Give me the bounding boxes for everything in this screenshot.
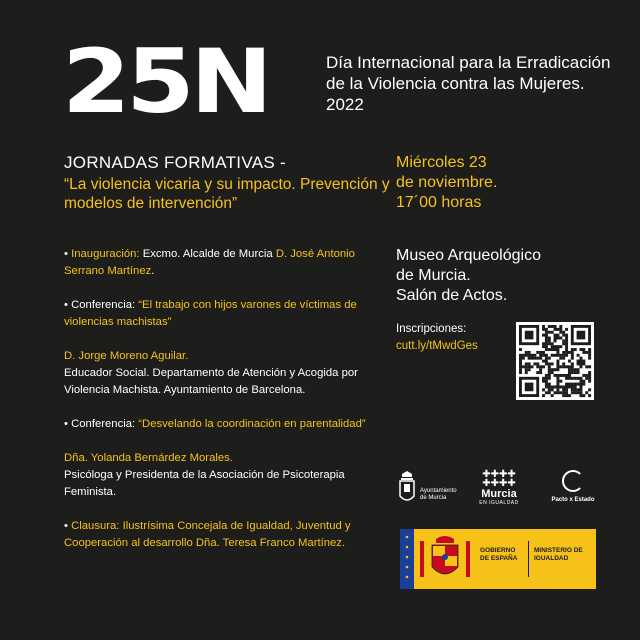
ponente-2-name: Dña. Yolanda Bernárdez Morales.	[64, 452, 233, 464]
ayuntamiento-text	[420, 488, 468, 502]
jornadas-title: JORNADAS FORMATIVAS -	[64, 153, 286, 172]
murcia-word: Murcia	[481, 488, 517, 500]
ayuntamiento-murcia-logo	[398, 470, 468, 510]
ponente-2-bio: Psicóloga y Presidenta de la Asociación de Psicoterapia Feminista.	[64, 469, 345, 498]
gobierno-ministerio-banner	[400, 529, 596, 589]
banner-divider	[528, 541, 529, 577]
program-item-conferencia-1	[64, 297, 376, 331]
event-time: 17´00 horas	[396, 194, 482, 211]
registration-info	[396, 321, 516, 355]
eu-flag-strip	[400, 529, 414, 589]
murcia-crest-icon	[398, 470, 416, 506]
gobierno-de-espana-text: GOBIERNO DE ESPAÑA	[480, 547, 518, 562]
registration-link[interactable]: cutt.ly/tMwdGes	[396, 340, 478, 352]
ayuntamiento-line-2: de Murcia	[420, 495, 447, 501]
registration-label: Inscripciones:	[396, 323, 467, 335]
bullet: •	[64, 248, 72, 260]
murcia-crosses-icon: ✚✚✚✚ ✚✚✚✚	[482, 469, 516, 489]
program-item-ponente-1	[64, 348, 376, 399]
eu-stars-icon	[400, 529, 414, 589]
program-list	[64, 246, 376, 569]
conferencia-1-title: “El trabajo con hijos varones de víctimas de violencias machistas”	[64, 299, 357, 328]
venue-line-2: de Murcia.	[396, 267, 471, 284]
murcia-en-igualdad-logo	[476, 470, 522, 510]
program-item-conferencia-2	[64, 416, 376, 433]
event-date-day: Miércoles 23	[396, 154, 487, 171]
ponente-1-bio: Educador Social. Departamento de Atención y Acogida por Violencia Machista. Ayuntamiento de Barcelona.	[64, 367, 358, 396]
program-item-clausura	[64, 518, 376, 552]
pacto-circle-icon	[562, 470, 584, 492]
murcia-subtitle: EN IGUALDAD	[479, 500, 519, 506]
program-item-ponente-2	[64, 450, 376, 501]
event-date-month: de noviembre.	[396, 174, 498, 191]
clausura-label: Clausura:	[71, 520, 120, 532]
event-date	[396, 153, 596, 213]
pacto-de-estado-logo	[548, 470, 598, 510]
spain-coat-of-arms-icon	[416, 533, 474, 585]
header-title: Día Internacional para la Erradicación de la Violencia contra las Mujeres. 2022	[326, 53, 611, 114]
clausura-text: Ilustrísima Concejala de Igualdad, Juventud y Cooperación al desarrollo Dña. Teresa Franco Martínez.	[64, 520, 351, 549]
conferencia-2-label: • Conferencia:	[64, 418, 139, 430]
inauguracion-label: Inauguración:	[71, 248, 140, 260]
inauguracion-end: .	[151, 265, 155, 277]
ponente-1-name: D. Jorge Moreno Aguilar.	[64, 350, 189, 362]
jornadas-subtitle: “La violencia vicaria y su impacto. Prevención y modelos de intervención”	[64, 176, 390, 212]
ministerio-igualdad-text: MINISTERIO DE IGUALDAD	[534, 547, 583, 562]
venue-line-1: Museo Arqueológico	[396, 247, 541, 264]
event-venue	[396, 246, 616, 306]
program-item-inauguracion	[64, 246, 376, 280]
qr-code-graphic	[516, 322, 594, 400]
qr-code-icon[interactable]	[516, 322, 594, 400]
conferencia-2-title: “Desvelando la coordinación en parentalidad”	[138, 418, 366, 430]
event-logo-25n: 25N	[62, 30, 269, 133]
pacto-text: Pacto x Estado	[551, 497, 595, 503]
inauguracion-name: D. José Antonio Serrano Martínez	[64, 248, 355, 277]
inauguracion-text: Excmo. Alcalde de Murcia	[139, 248, 276, 260]
ayuntamiento-line-1: Ayuntamiento	[420, 488, 457, 494]
bullet: •	[64, 520, 72, 532]
venue-line-3: Salón de Actos.	[396, 287, 508, 304]
conferencia-1-label: • Conferencia:	[64, 299, 139, 311]
